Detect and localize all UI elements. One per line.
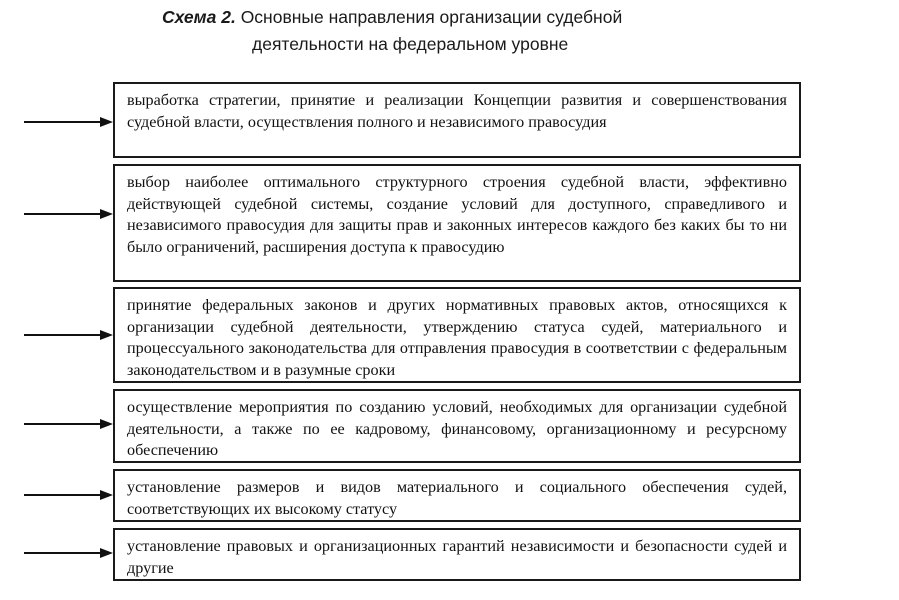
diagram-title	[150, 4, 770, 58]
arrow-3	[24, 329, 113, 341]
title-line-2: деятельности на федеральном уровне	[252, 34, 569, 54]
title-line-1	[150, 4, 770, 31]
direction-box-1	[113, 82, 801, 158]
arrow-4	[24, 418, 113, 430]
direction-text-1: выработка стратегии, принятие и реализации Концепции развития и совершенствования судебной власти, осуществления полного и независимого правосудия	[127, 91, 787, 131]
direction-text-3: принятие федеральных законов и других нормативных правовых актов, относящихся к организации судебной деятельности, утверждению статуса судей, материального и процессуального законодательства для отправления правосудия в соответствии с федеральным законодательством и в разумные сроки	[127, 296, 787, 379]
direction-text-6: установление правовых и организационных гарантий независимости и безопасности судей и другие	[127, 537, 787, 577]
direction-text-2: выбор наиболее оптимального структурного строения судебной власти, эффективно действующей судебной системы, создание условий для доступного, справедливого и независимого правосудия для защиты прав и законных интересов каждого без каких бы то ни было ограничений, расширения доступа к правосудию	[127, 173, 787, 256]
arrow-1	[24, 116, 113, 128]
title-text-1: Основные направления организации судебной	[240, 7, 623, 27]
direction-box-4	[113, 389, 801, 463]
scheme-label: Схема 2.	[162, 7, 236, 27]
arrow-2	[24, 208, 113, 220]
arrow-5	[24, 489, 113, 501]
direction-text-5: установление размеров и видов материального и социального обеспечения судей, соответствующих их высокому статусу	[127, 478, 787, 518]
direction-box-5	[113, 469, 801, 522]
direction-text-4: осуществление мероприятия по созданию условий, необходимых для организации судебной деятельности, а также по ее кадровому, финансовому, организационному и ресурсному обеспечению	[127, 398, 787, 459]
direction-box-2	[113, 164, 801, 282]
arrow-6	[24, 547, 113, 559]
direction-box-6	[113, 528, 801, 581]
direction-box-3	[113, 287, 801, 383]
